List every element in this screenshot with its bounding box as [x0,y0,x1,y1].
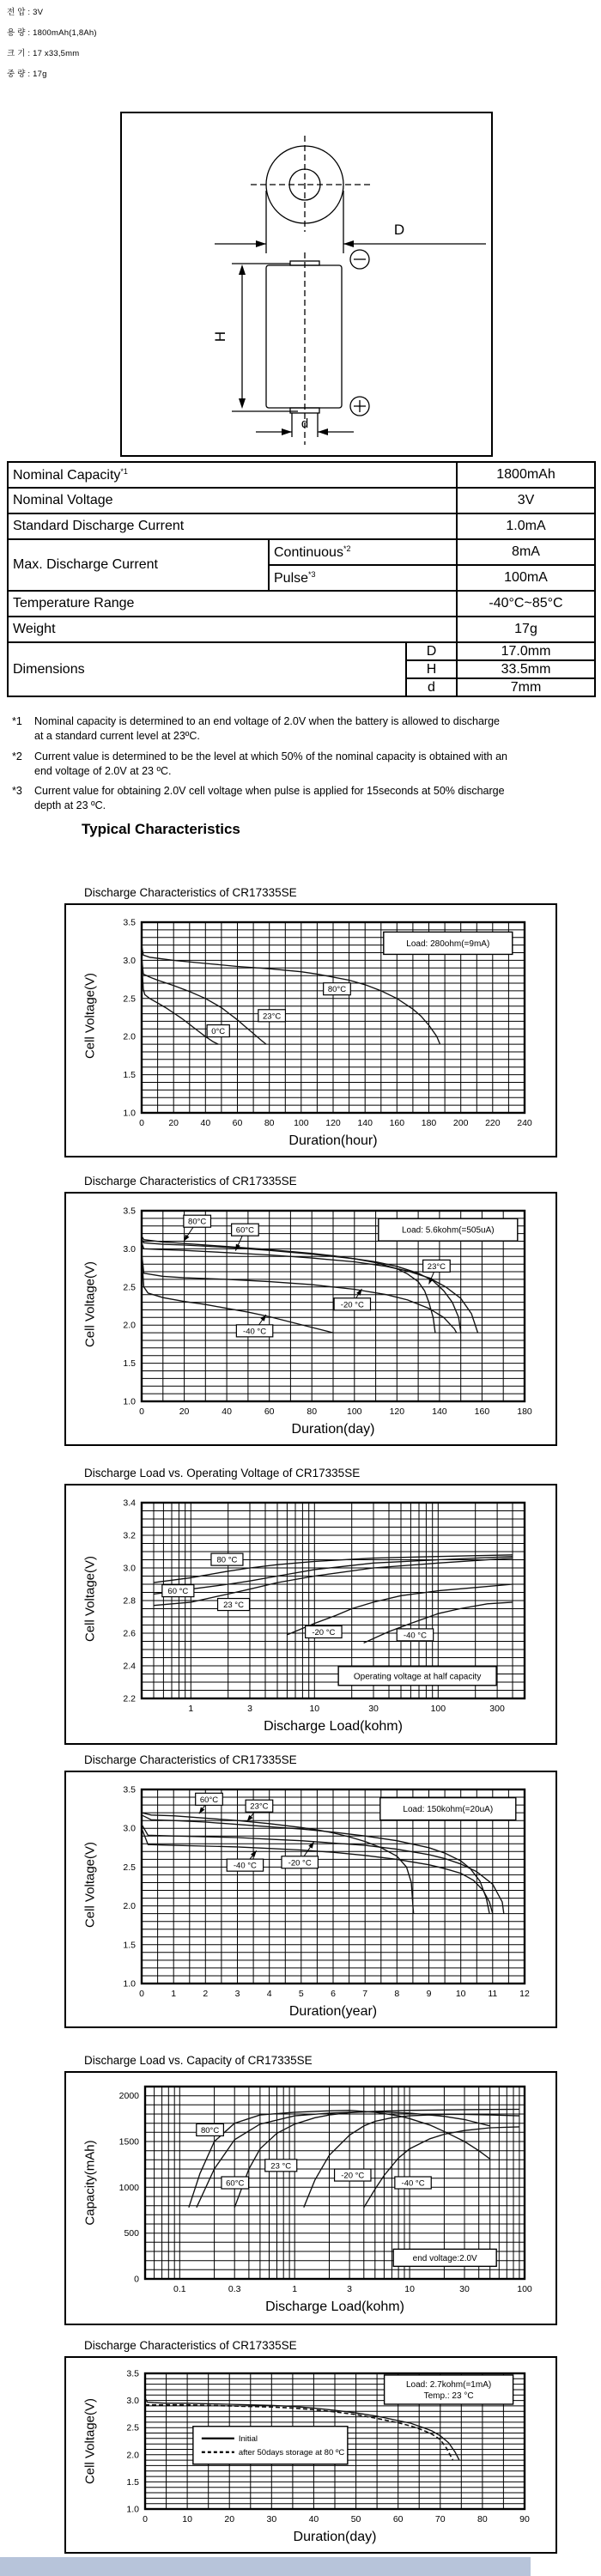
x-tick-label: 5 [298,1989,304,1999]
x-tick-label: 2 [203,1989,209,1999]
y-tick-label: 500 [124,2228,139,2239]
y-tick-label: 2.5 [126,2422,139,2433]
x-tick-label: 0 [139,1989,144,1999]
battery-body [266,265,342,408]
series-label: 23 °C [270,2161,292,2172]
table-row [8,617,595,642]
x-tick-label: 90 [519,2514,530,2524]
spec-line-weight: 중 량 : 17g [7,70,47,79]
x-axis-title: Duration(day) [293,2530,377,2544]
series-label: -20 °C [288,1858,312,1868]
x-tick-label: 1 [188,1704,194,1714]
chart-discharge-days [64,1192,557,1446]
y-tick-label: 2.0 [123,1031,136,1042]
chart-canvas [66,1485,555,1743]
curve-m20C [142,1253,457,1333]
x-tick-label: 30 [459,2284,470,2294]
table-row [8,591,595,617]
x-tick-label: 10 [182,2514,192,2524]
y-tick-label: 2.5 [123,1282,136,1293]
x-tick-label: 12 [519,1989,530,1999]
curve-m40C [364,2127,519,2208]
y-tick-label: 0 [134,2274,139,2285]
chart-title-4: Discharge Characteristics of CR17335SE [84,1753,297,1766]
series-label: -20 °C [341,2171,365,2181]
x-tick-label: 20 [168,1118,179,1128]
y-tick-label: 3.5 [126,2368,139,2379]
annotation-text: end voltage:2.0V [412,2253,477,2263]
series-label: 0°C [211,1027,226,1037]
y-tick-label: 3.0 [126,2396,139,2407]
x-axis-title: Duration(hour) [288,1133,378,1148]
y-tick-label: 1.0 [126,2504,139,2515]
series-label: 23 °C [223,1601,244,1611]
y-tick-label: 2.2 [123,1693,136,1704]
spec-value: 7mm [457,678,595,696]
spec-value: 100mA [457,565,595,591]
x-tick-label: 20 [224,2514,235,2524]
chart-canvas [66,905,555,1156]
spec-value: -40°C~85°C [457,591,595,617]
series-label: -40 °C [403,1631,427,1641]
spec-value: 3V [457,488,595,513]
y-tick-label: 1.0 [123,1108,136,1119]
footnote-text: Current value is determined to be the level at which 50% of the nominal capacity is obtained with an end voltage of 2.0V at 23 ºC. [34,750,508,777]
legend-label: Initial [238,2434,258,2445]
chart-storage-comparison [64,2356,557,2554]
plus-terminal-icon [350,397,369,416]
y-tick-label: 2.6 [123,1628,136,1639]
x-tick-label: 120 [325,1118,341,1128]
x-tick-label: 80 [264,1118,275,1128]
footnote-item [12,784,510,813]
label-arrowhead [308,1842,314,1849]
y-tick-label: 3.4 [123,1498,136,1509]
x-tick-label: 9 [426,1989,432,1999]
y-tick-label: 2.5 [123,1862,136,1873]
x-tick-label: 120 [389,1406,405,1417]
y-tick-label: 3.5 [123,1206,136,1217]
spec-value: 33.5mm [457,660,595,678]
chart-load-vs-voltage [64,1484,557,1745]
series-label: 80°C [327,985,347,995]
spec-label: Max. Discharge Current [8,539,269,591]
x-tick-label: 80 [307,1406,318,1417]
chart-discharge-hours [64,903,557,1157]
x-tick-label: 0.3 [228,2284,241,2294]
bottom-bar [0,2557,531,2576]
y-tick-label: 2.8 [123,1595,136,1607]
y-tick-label: 1.0 [123,1396,136,1407]
x-tick-label: 50 [350,2514,361,2524]
x-tick-label: 100 [517,2284,532,2294]
x-tick-label: 200 [452,1118,469,1128]
x-tick-label: 180 [517,1406,532,1417]
series-label: 60°C [226,2178,245,2189]
x-tick-label: 3 [247,1704,252,1714]
spec-line-voltage: 전 압 : 3V [7,8,44,17]
y-axis-label: Cell Voltage(V) [82,1261,98,1348]
series-label: 60°C [199,1795,219,1805]
battery-diagram-canvas [122,113,488,452]
dim-letter: d [406,678,457,696]
x-tick-label: 3 [347,2284,353,2294]
y-axis-label: Cell Voltage(V) [82,2397,98,2485]
spec-label: Dimensions [8,642,406,696]
x-tick-label: 80 [477,2514,488,2524]
x-tick-label: 10 [455,1989,466,1999]
curve-m20C [142,1825,504,1914]
y-tick-label: 1000 [118,2182,139,2193]
y-tick-label: 2.4 [123,1661,136,1672]
footnote-text: Current value for obtaining 2.0V cell voltage when pulse is applied for 15seconds at 50% discharge depth at 23 ºC. [34,785,505,811]
x-tick-label: 10 [404,2284,415,2294]
y-tick-label: 1.5 [123,1358,136,1370]
legend-label: after 50days storage at 80 ºC [238,2448,345,2458]
chart-title-5: Discharge Load vs. Capacity of CR17335SE [84,2054,313,2067]
x-tick-label: 180 [421,1118,437,1128]
spec-line-capacity: 용 량 : 1800mAh(1,8Ah) [7,28,97,38]
y-tick-label: 2.0 [123,1320,136,1331]
x-axis-title: Duration(year) [288,2004,378,2019]
x-tick-label: 220 [485,1118,501,1128]
annotation-text: Operating voltage at half capacity [353,1672,482,1682]
chart-title-1: Discharge Characteristics of CR17335SE [84,886,297,899]
spec-table [7,461,596,697]
spec-line-size: 크 기 : 17 x33,5mm [7,49,80,58]
series-label: 23°C [250,1801,269,1812]
x-tick-label: 7 [362,1989,368,1999]
x-tick-label: 60 [232,1118,243,1128]
curve-80C [189,2111,490,2208]
x-tick-label: 0.1 [173,2284,186,2294]
spec-value: 17g [457,617,595,642]
y-axis-label: Cell Voltage(V) [82,1555,98,1643]
dimension-d-label: d [300,416,309,431]
footnote-marker: *3 [12,785,22,797]
x-tick-label: 240 [517,1118,532,1128]
y-tick-label: 3.5 [123,917,136,928]
spec-value: 1800mAh [457,462,595,488]
x-tick-label: 10 [309,1704,320,1714]
chart-canvas [66,2073,555,2324]
y-tick-label: 3.2 [123,1530,136,1541]
y-tick-label: 2.5 [123,993,136,1005]
y-axis-label: Cell Voltage(V) [82,972,98,1060]
spec-value: 1.0mA [457,513,595,539]
y-tick-label: 2.0 [123,1901,136,1912]
series-label: 23°C [427,1261,446,1272]
footnote-marker: *1 [12,715,22,727]
table-row [8,488,595,513]
x-tick-label: 30 [266,2514,277,2524]
footnote-marker: *2 [12,750,22,762]
annotation-text: Load: 5.6kohm(=505uA) [402,1225,495,1236]
chart-canvas [66,2358,555,2552]
chart-load-vs-capacity [64,2071,557,2325]
series-label: -40 °C [401,2178,425,2189]
y-tick-label: 3.0 [123,1563,136,1574]
y-tick-label: 1.5 [126,2476,139,2488]
x-tick-label: 100 [347,1406,362,1417]
x-tick-label: 6 [331,1989,336,1999]
x-tick-label: 40 [222,1406,232,1417]
x-tick-label: 300 [489,1704,505,1714]
y-tick-label: 3.5 [123,1784,136,1795]
x-tick-label: 3 [234,1989,240,1999]
x-tick-label: 8 [394,1989,400,1999]
y-axis-label: Capacity(mAh) [82,2140,98,2226]
spec-sublabel: Pulse$^{*3}$ [269,565,457,591]
x-tick-label: 11 [488,1989,498,1999]
y-tick-label: 3.0 [123,1823,136,1834]
series-label: 23°C [263,1012,282,1022]
annotation-text: Load: 2.7kohm(=1mA) [405,2379,492,2390]
dimension-D-label: D [393,222,405,238]
series-label: -20 °C [312,1627,336,1637]
curve-60C [142,1239,461,1333]
spec-label: Nominal Capacity$^{*1}$ [8,462,457,488]
spec-value: 17.0mm [457,642,595,660]
section-heading: Typical Characteristics [82,821,240,837]
x-tick-label: 160 [389,1118,405,1128]
y-tick-label: 1500 [118,2136,139,2148]
x-tick-label: 60 [392,2514,404,2524]
annotation-text: Load: 280ohm(=9mA) [406,939,490,949]
series-label: -40 °C [233,1861,257,1871]
spec-sublabel: Continuous$^{*2}$ [269,539,457,565]
battery-diagram [120,112,493,457]
chart-discharge-years [64,1771,557,2028]
x-tick-label: 0 [143,2514,148,2524]
x-tick-label: 0 [139,1406,144,1417]
x-tick-label: 160 [474,1406,490,1417]
x-tick-label: 1 [171,1989,177,1999]
x-tick-label: 60 [264,1406,275,1417]
x-tick-label: 40 [308,2514,319,2524]
curve-23C [154,1555,513,1606]
x-tick-label: 40 [200,1118,211,1128]
spec-label: Nominal Voltage [8,488,457,513]
spec-label: Weight [8,617,457,642]
x-axis-title: Duration(day) [291,1422,375,1437]
legend-box [193,2427,348,2464]
series-label: 80°C [200,2125,220,2136]
x-tick-label: 30 [368,1704,379,1714]
footnote-item [12,714,510,744]
x-axis-title: Discharge Load(kohm) [264,1719,403,1734]
dim-letter: D [406,642,457,660]
x-tick-label: 20 [179,1406,190,1417]
table-row [8,642,595,660]
chart-title-6: Discharge Characteristics of CR17335SE [84,2339,297,2352]
x-tick-label: 1 [292,2284,298,2294]
minus-terminal-icon [350,250,369,269]
x-tick-label: 140 [432,1406,447,1417]
x-tick-label: 100 [430,1704,446,1714]
table-row [8,462,595,488]
dimension-H-label: H [212,331,228,343]
chart-canvas [66,1772,555,2026]
x-tick-label: 100 [294,1118,309,1128]
footnote-text: Nominal capacity is determined to an end voltage of 2.0V when the battery is allowed to discharge at a standard current level at 23ºC. [34,715,500,742]
series-label: 60 °C [167,1587,189,1597]
chart-title-3: Discharge Load vs. Operating Voltage of CR17335SE [84,1467,361,1479]
x-tick-label: 4 [266,1989,272,1999]
table-row [8,513,595,539]
y-tick-label: 3.0 [123,1243,136,1255]
chart-canvas [66,1194,555,1444]
y-tick-label: 1.5 [123,1940,136,1951]
x-tick-label: 140 [357,1118,373,1128]
x-tick-label: 70 [434,2514,446,2524]
y-tick-label: 3.0 [123,955,136,966]
spec-label: Temperature Range [8,591,457,617]
annotation-text: Temp.: 23 °C [423,2391,474,2401]
series-label: -20 °C [340,1300,364,1310]
y-tick-label: 2000 [118,2091,139,2102]
series-label: 80 °C [216,1555,238,1565]
y-tick-label: 2.0 [126,2450,139,2461]
annotation-text: Load: 150kohm(=20uA) [403,1805,494,1815]
spec-label: Standard Discharge Current [8,513,457,539]
series-label: 80°C [188,1217,207,1227]
x-tick-label: 0 [139,1118,144,1128]
x-axis-title: Discharge Load(kohm) [265,2300,404,2314]
spec-value: 8mA [457,539,595,565]
series-label: 60°C [235,1225,255,1236]
y-tick-label: 1.5 [123,1070,136,1081]
y-axis-label: Cell Voltage(V) [82,1841,98,1929]
footnote-item [12,750,510,779]
curve-23C [142,957,266,1044]
chart-title-2: Discharge Characteristics of CR17335SE [84,1175,297,1188]
dim-letter: H [406,660,457,678]
y-tick-label: 1.0 [123,1978,136,1990]
table-row [8,539,595,565]
series-label: -40 °C [243,1327,267,1337]
